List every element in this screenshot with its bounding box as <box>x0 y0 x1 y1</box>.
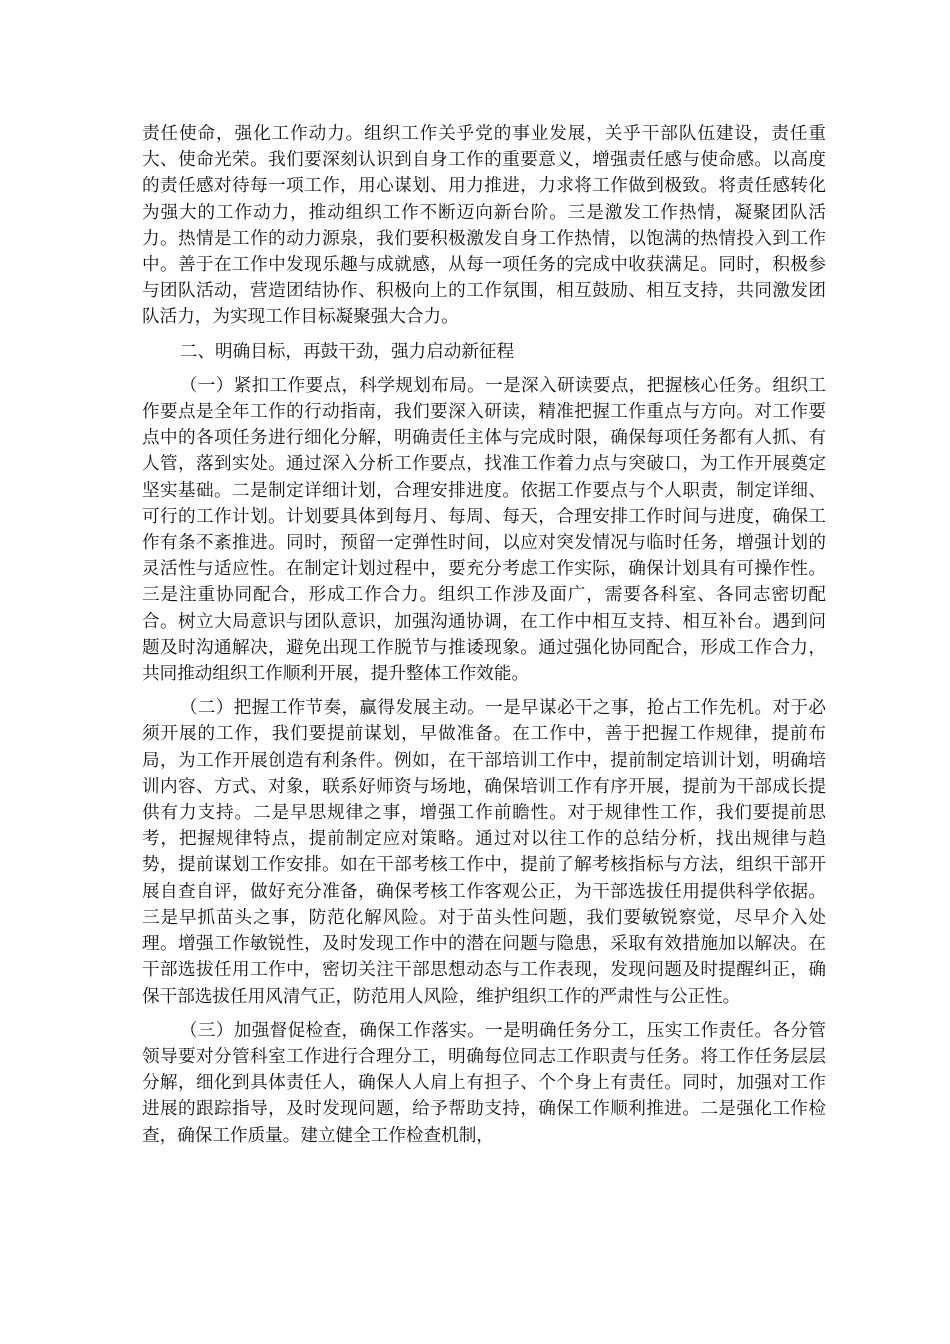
paragraph-work-rhythm: （二）把握工作节奏，赢得发展主动。一是早谋必干之事，抢占工作先机。对于必须开展的工作，我们要提前谋划，早做准备。在工作中，善于把握工作规律，提前布局，为工作开展创造有利条件。例如，在干部培训工作中，提前制定培训计划，明确培训内容、方式、对象，联系好师资与场地，确保培训工作有序开展，提前为干部成长提供有力支持。二是早思规律之事，增强工作前瞻性。对于规律性工作，我们要提前思考，把握规律特点，提前制定应对策略。通过对以往工作的总结分析，找出规律与趋势，提前谋划工作安排。如在干部考核工作中，提前了解考核指标与方法，组织干部开展自查自评，做好充分准备，确保考核工作客观公正，为干部选拔任用提供科学依据。三是早抓苗头之事，防范化解风险。对于苗头性问题，我们要敏锐察觉，尽早介入处理。增强工作敏锐性，及时发现工作中的潜在问题与隐患，采取有效措施加以解决。在干部选拔任用工作中，密切关注干部思想动态与工作表现，发现问题及时提醒纠正，确保干部选拔任用风清气正，防范用人风险，维护组织工作的严肃性与公正性。 <box>142 698 826 1007</box>
document-body <box>142 121 826 1149</box>
section-heading-two: 二、明确目标，再鼓干劲，强力启动新征程 <box>179 341 515 362</box>
paragraph-work-points: （一）紧扣工作要点，科学规划布局。一是深入研读要点，把握核心任务。组织工作要点是全年工作的行动指南，我们要深入研读，精准把握工作重点与方向。对工作要点中的各项任务进行细化分解，明确责任主体与完成时限，确保每项任务都有人抓、有人管，落到实处。通过深入分析工作要点，找准工作着力点与突破口，为工作开展奠定坚实基础。二是制定详细计划，合理安排进度。依据工作要点与个人职责，制定详细、可行的工作计划。计划要具体到每月、每周、每天，合理安排工作时间与进度，确保工作有条不紊推进。同时，预留一定弹性时间，以应对突发情况与临时任务，增强计划的灵活性与适应性。在制定计划过程中，要充分考虑工作实际，确保计划具有可操作性。三是注重协同配合，形成工作合力。组织工作涉及面广，需要各科室、各同志密切配合。树立大局意识与团队意识，加强沟通协调，在工作中相互支持、相互补台。遇到问题及时沟通解决，避免出现工作脱节与推诿现象。通过强化协同配合，形成工作合力，共同推动组织工作顺利开展，提升整体工作效能。 <box>142 375 826 685</box>
paragraph-responsibility-mission: 责任使命，强化工作动力。组织工作关乎党的事业发展，关乎干部队伍建设，责任重大、使命光荣。我们要深刻认识到自身工作的重要意义，增强责任感与使命感。以高度的责任感对待每一项工作，用心谋划、用力推进，力求将工作做到极致。将责任感转化为强大的工作动力，推动组织工作不断迈向新台阶。三是激发工作热情，凝聚团队活力。热情是工作的动力源泉，我们要积极激发自身工作热情，以饱满的热情投入到工作中。善于在工作中发现乐趣与成就感，从每一项任务的完成中收获满足。同时，积极参与团队活动，营造团结协作、积极向上的工作氛围，相互鼓励、相互支持，共同激发团队活力，为实现工作目标凝聚强大合力。 <box>142 124 826 328</box>
paragraph-supervision: （三）加强督促检查，确保工作落实。一是明确任务分工，压实工作责任。各分管领导要对分管科室工作进行合理分工，明确每位同志工作职责与任务。将工作任务层层分解，细化到具体责任人，确保人人肩上有担子、个个身上有责任。同时，加强对工作进展的跟踪指导，及时发现问题，给予帮助支持，确保工作顺利推进。二是强化工作检查，确保工作质量。建立健全工作检查机制， <box>142 1020 826 1146</box>
